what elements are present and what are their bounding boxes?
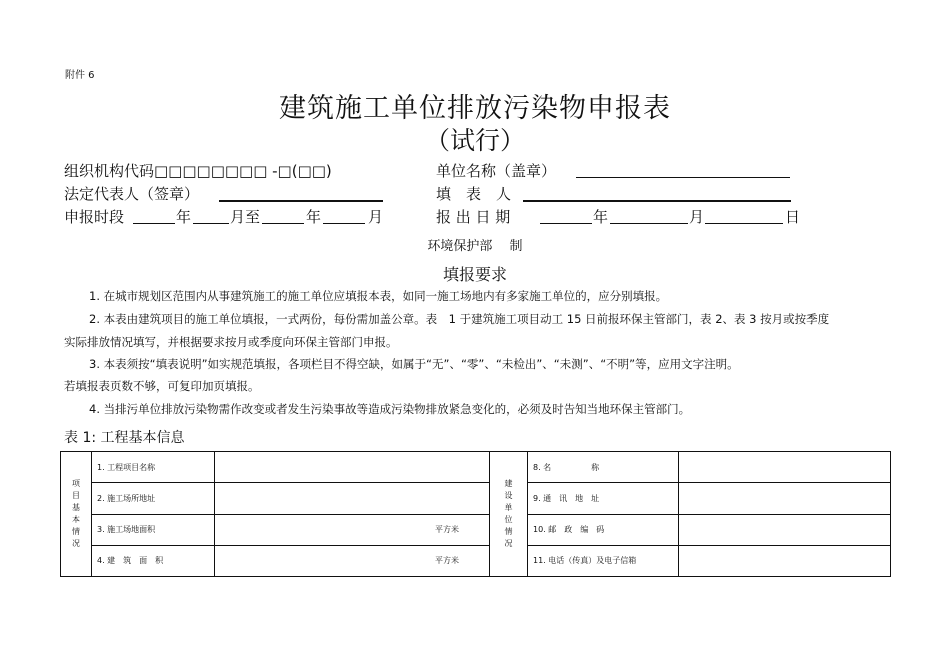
period-start-month-field[interactable] — [193, 209, 229, 224]
builder-group-label: 建 设 单 位 情 况 — [490, 452, 528, 577]
row-label-builder-name: 8. 名 称 — [528, 452, 679, 483]
requirement-1: 1. 在城市规划区范围内从事建筑施工的施工单位应填报本表，如同一施工场地内有多家施工单位的，应分别填报。 — [89, 289, 668, 303]
period-year-unit: 年 — [176, 208, 192, 226]
attachment-label: 附件 6 — [65, 70, 95, 81]
site-address-cell[interactable] — [215, 483, 490, 514]
requirement-4: 4. 当排污单位排放污染物需作改变或者发生污染事故等造成污染物排放紧急变化的，必须及时告知当地环保主管部门。 — [89, 402, 691, 416]
requirement-2-line2: 实际排放情况填写，并根据要求按月或季度向环保主管部门申报。 — [64, 335, 398, 349]
report-day-unit: 日 — [785, 208, 801, 226]
org-code-label: 组织机构代码□□□□□□□□ -□(□□) — [64, 162, 332, 180]
legal-rep-label: 法定代表人（签章） — [64, 185, 200, 203]
period-label: 申报时段 — [64, 208, 125, 226]
builder-name-cell[interactable] — [679, 452, 891, 483]
period-end-month-field[interactable] — [323, 209, 365, 224]
unit-name-field[interactable] — [576, 163, 790, 178]
period-end-year-unit: 年 — [306, 208, 322, 226]
row-label-mail-address: 9. 通 讯 地 址 — [528, 483, 679, 514]
row-label-building-area: 4. 建 筑 面 积 — [92, 545, 215, 576]
site-area-cell[interactable]: 平方米 — [215, 514, 490, 545]
contact-cell[interactable] — [679, 545, 891, 576]
requirement-2-line1: 2. 本表由建筑项目的施工单位填报，一式两份，每份需加盖公章。表 1 于建筑施工项目动工 15 日前报环保主管部门，表 2、表 3 按月或按季度 — [89, 312, 830, 326]
mail-address-cell[interactable] — [679, 483, 891, 514]
building-area-cell[interactable]: 平方米 — [215, 545, 490, 576]
table-row — [61, 452, 891, 483]
requirements-heading: 填报要求 — [442, 265, 507, 284]
project-group-label: 项 目 基 本 情 况 — [61, 452, 92, 577]
period-end-year-field[interactable] — [262, 209, 304, 224]
postal-code-cell[interactable] — [679, 514, 891, 545]
requirement-3-line1: 3. 本表须按“填表说明”如实规范填报，各项栏目不得空缺，如属于“无”、“零”、“未检出”、“未测”、“不明”等，应用文字注明。 — [89, 357, 739, 371]
row-label-site-area: 3. 施工场地面积 — [92, 514, 215, 545]
report-month-unit: 月 — [689, 208, 705, 226]
requirement-3-line2: 若填报表页数不够，可复印加页填报。 — [64, 379, 260, 393]
report-year-unit: 年 — [593, 208, 609, 226]
period-month-to: 月至 — [230, 208, 261, 226]
project-name-cell[interactable] — [215, 452, 490, 483]
table1-title: 表 1: 工程基本信息 — [64, 430, 185, 446]
report-year-field[interactable] — [540, 209, 592, 224]
report-date-label: 报 出 日 期 — [436, 208, 511, 226]
row-label-contact: 11. 电话（传真）及电子信箱 — [528, 545, 679, 576]
row-label-site-address: 2. 施工场所地址 — [92, 483, 215, 514]
filler-field[interactable] — [523, 186, 791, 202]
page-title: 建筑施工单位排放污染物申报表 — [279, 93, 671, 124]
report-day-field[interactable] — [705, 209, 783, 224]
filler-label: 填 表 人 — [436, 185, 512, 203]
period-end-month-unit: 月 — [368, 208, 384, 226]
table-row — [61, 483, 891, 514]
row-label-postal-code: 10. 邮 政 编 码 — [528, 514, 679, 545]
period-start-year-field[interactable] — [133, 209, 175, 224]
legal-rep-field[interactable] — [219, 186, 383, 202]
page-subtitle: （试行） — [424, 126, 525, 155]
unit-name-label: 单位名称（盖章） — [436, 162, 557, 180]
table-row — [61, 514, 891, 545]
table-row — [61, 545, 891, 576]
report-month-field[interactable] — [610, 209, 688, 224]
row-label-project-name: 1. 工程项目名称 — [92, 452, 215, 483]
issuer-label: 环境保护部 制 — [427, 239, 523, 254]
project-info-table — [60, 451, 891, 577]
